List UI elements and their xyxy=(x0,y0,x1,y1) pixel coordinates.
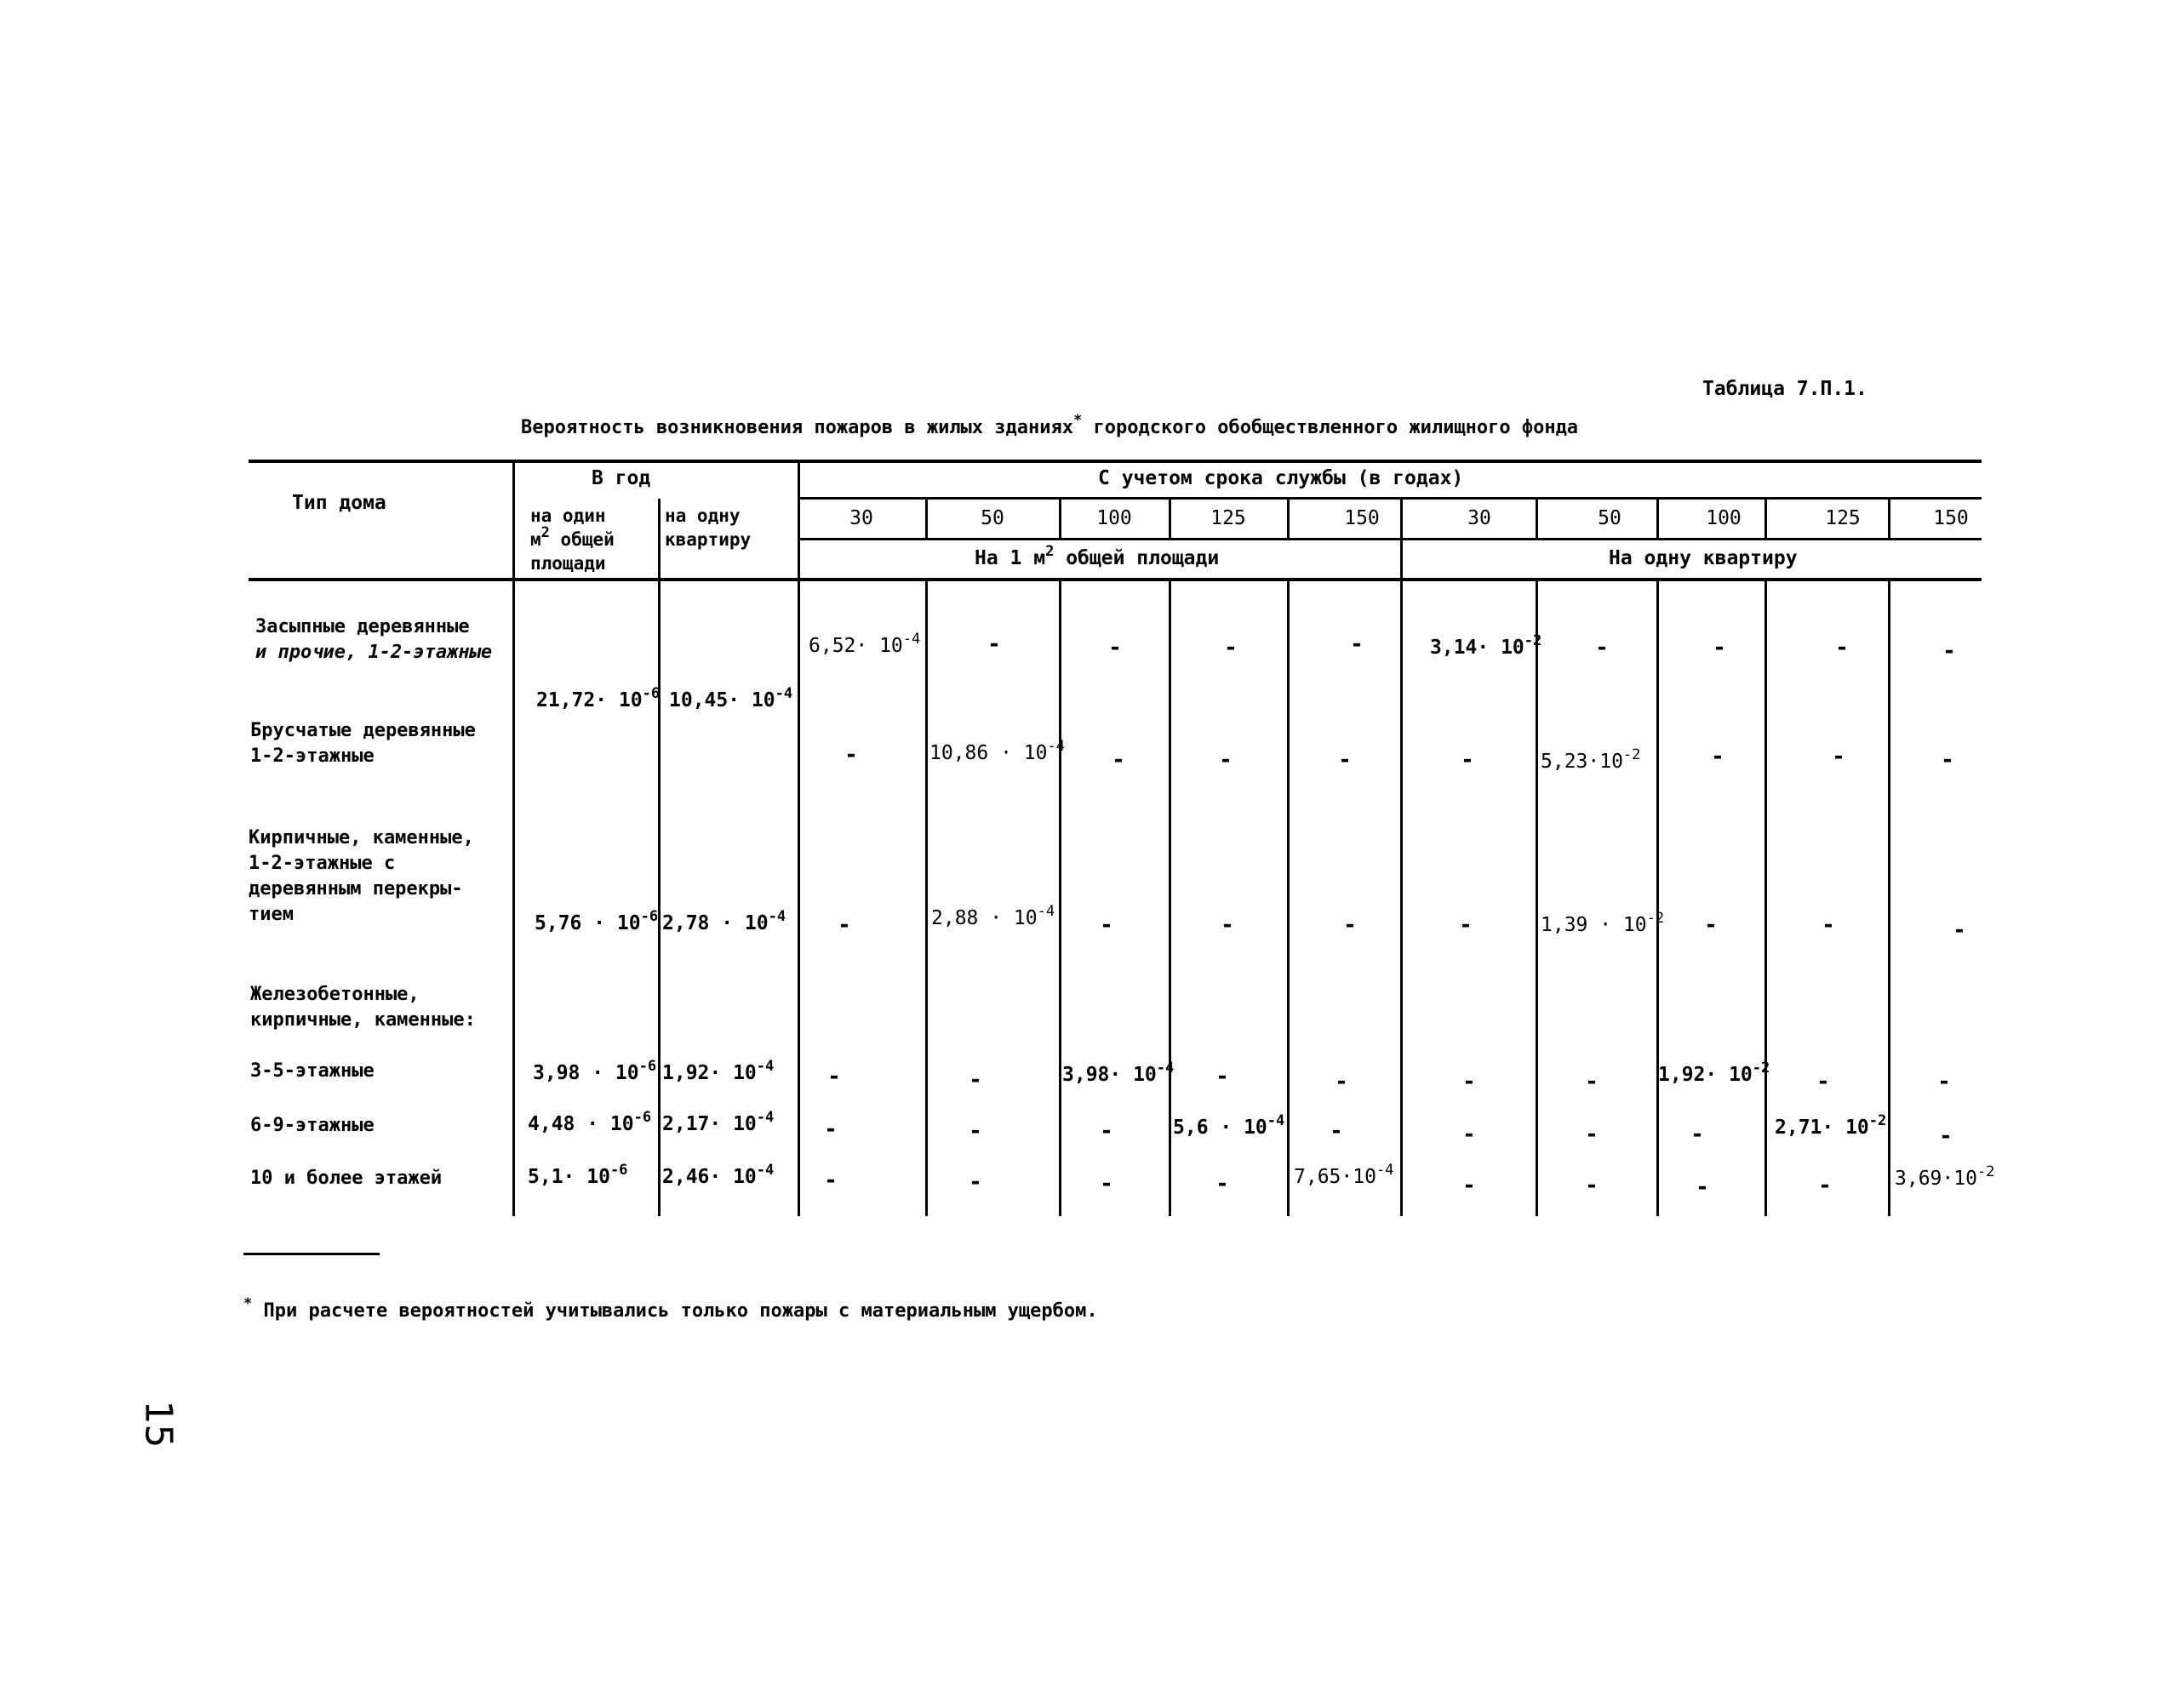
cell-wood-apt-exp: -4 xyxy=(775,685,793,702)
table-label: Таблица 7.П.1. xyxy=(1702,378,1867,400)
cell-r7-m2-base: 5,1· 10 xyxy=(528,1166,610,1188)
header-per-m2-l3: площади xyxy=(530,553,606,574)
cell-r6-125-m2-exp: -4 xyxy=(1267,1112,1285,1129)
vrule-y50m-body xyxy=(925,580,928,1216)
cell-r5-100-m2-base: 3,98· 10 xyxy=(1062,1064,1157,1086)
cell-r1-30-apt-exp: -2 xyxy=(1524,632,1542,649)
row-label-r3-l1: Кирпичные, каменные, xyxy=(249,827,474,848)
cell-r5-100-apt xyxy=(1658,1060,1770,1086)
row-label-r1-l1: Засыпные деревянные xyxy=(255,616,470,637)
cell-r1-30-m2 xyxy=(809,631,921,657)
row-label-r1-l2: и прочие, 1-2-этажные xyxy=(255,642,493,663)
cell-r3-m2-exp: -6 xyxy=(640,908,659,925)
header-year-125-apt: 125 xyxy=(1825,507,1861,529)
dash-r2-150a: - xyxy=(1941,747,1954,773)
cell-r2-50-apt xyxy=(1541,746,1641,773)
header-per-apt-l2: квартиру xyxy=(665,529,752,550)
dash-r7-125m: - xyxy=(1215,1171,1229,1197)
dash-r7-50m: - xyxy=(969,1169,982,1195)
header-year-100-m2: 100 xyxy=(1096,507,1132,529)
dash-r6-50m: - xyxy=(969,1118,982,1144)
dash-r3-30a: - xyxy=(1459,912,1473,938)
header-per-year: В год xyxy=(592,467,651,489)
dash-r5-125m: - xyxy=(1215,1064,1229,1089)
cell-r3-m2 xyxy=(535,908,659,934)
dash-r6-100m: - xyxy=(1100,1118,1113,1144)
dash-r1-125a: - xyxy=(1835,635,1849,660)
cell-r7-150-m2-base: 7,65·10 xyxy=(1294,1166,1376,1188)
dash-r3-150a: - xyxy=(1953,917,1966,943)
vrule-y100m xyxy=(1059,499,1061,540)
row-label-r4-l1: Железобетонные, xyxy=(250,984,420,1005)
cell-r5-apt-exp: -4 xyxy=(756,1058,775,1075)
cell-r5-apt xyxy=(662,1058,775,1084)
cell-r6-m2 xyxy=(528,1109,652,1135)
vrule-y150a-body xyxy=(1888,580,1890,1216)
header-per-m2-m: м xyxy=(530,529,541,550)
cell-wood-m2 xyxy=(536,685,661,711)
dash-r3-150m: - xyxy=(1343,912,1357,938)
row-label-r2-l1: Брусчатые деревянные xyxy=(250,720,476,741)
header-per-apt-sub: На одну квартиру xyxy=(1609,547,1798,569)
dash-r2-30m: - xyxy=(844,742,858,768)
cell-r6-125-apt-base: 2,71· 10 xyxy=(1775,1117,1869,1139)
vrule-y150m-body xyxy=(1287,580,1290,1216)
cell-r5-m2 xyxy=(533,1058,657,1084)
header-sub-m2-sup: 2 xyxy=(1045,543,1055,560)
cell-r1-30-apt-base: 3,14· 10 xyxy=(1430,637,1524,659)
cell-r1-30-apt xyxy=(1430,632,1542,659)
vrule-y100a-body xyxy=(1656,580,1659,1216)
dash-r2-125a: - xyxy=(1832,744,1845,769)
cell-r7-150-apt-exp: -2 xyxy=(1976,1163,1995,1180)
row-label-r3-l2: 1-2-этажные с xyxy=(249,853,396,874)
footnote-mark: * xyxy=(243,1295,253,1312)
header-house-type: Тип дома xyxy=(292,492,386,514)
row-label-r3-l4: тием xyxy=(249,904,294,925)
rule-years-bottom xyxy=(798,538,1982,540)
cell-r6-125-apt xyxy=(1775,1112,1887,1139)
cell-r6-125-m2-base: 5,6 · 10 xyxy=(1173,1117,1267,1139)
table-title-main: Вероятность возникновения пожаров в жилых зданиях xyxy=(521,417,1074,438)
cell-r2-50-m2 xyxy=(929,738,1065,764)
vrule-y100a xyxy=(1656,499,1659,540)
row-label-3-5: 3-5-этажные xyxy=(250,1060,375,1082)
dash-r7-30a: - xyxy=(1462,1173,1476,1198)
cell-r5-apt-base: 1,92· 10 xyxy=(662,1062,757,1084)
dash-r5-50m: - xyxy=(969,1067,982,1093)
dash-r3-125m: - xyxy=(1221,912,1234,938)
dash-r6-50a: - xyxy=(1585,1122,1599,1147)
dash-r2-150m: - xyxy=(1338,747,1352,773)
row-label-10plus: 10 и более этажей xyxy=(250,1168,443,1189)
vrule-apt xyxy=(1400,499,1403,1216)
cell-r6-m2-exp: -6 xyxy=(633,1109,652,1126)
cell-r3-apt xyxy=(662,908,786,934)
cell-r6-m2-base: 4,48 · 10 xyxy=(528,1113,634,1135)
cell-r2-50-apt-exp: -2 xyxy=(1622,746,1641,763)
cell-r5-100-m2-exp: -4 xyxy=(1156,1060,1175,1077)
footnote-rule xyxy=(243,1253,380,1255)
header-per-m2-l1: на один xyxy=(530,506,606,526)
header-year-50-m2: 50 xyxy=(981,507,1004,529)
dash-r1-50m: - xyxy=(987,631,1001,657)
cell-r6-apt-base: 2,17· 10 xyxy=(662,1113,757,1135)
cell-r5-100-m2 xyxy=(1062,1060,1175,1086)
dash-r7-100m: - xyxy=(1100,1171,1113,1197)
row-label-r4-l2: кирпичные, каменные: xyxy=(250,1009,476,1031)
dash-r6-30m: - xyxy=(824,1117,838,1142)
dash-r7-50a: - xyxy=(1585,1173,1599,1198)
vrule-y150m xyxy=(1287,499,1290,540)
cell-r6-apt xyxy=(662,1109,775,1135)
footnote xyxy=(243,1295,1098,1322)
cell-wood-apt xyxy=(669,685,793,711)
cell-r7-150-m2-exp: -4 xyxy=(1376,1162,1394,1179)
dash-r3-30m: - xyxy=(838,912,851,938)
header-sub-m2-b: общей площади xyxy=(1054,547,1220,569)
cell-r7-apt-base: 2,46· 10 xyxy=(662,1166,757,1188)
cell-r2-50-m2-exp: -4 xyxy=(1047,738,1065,755)
vrule-y125m xyxy=(1169,499,1171,540)
cell-r7-m2-exp: -6 xyxy=(609,1162,628,1179)
dash-r5-150a: - xyxy=(1937,1069,1951,1094)
cell-r2-50-m2-base: 10,86 · 10 xyxy=(929,742,1048,764)
dash-r1-150m: - xyxy=(1350,631,1364,657)
cell-r5-100-apt-exp: -2 xyxy=(1752,1060,1770,1077)
dash-r5-30a: - xyxy=(1462,1069,1476,1094)
row-label-r3-l3: деревянным перекры- xyxy=(249,878,463,900)
rule-header-bottom xyxy=(249,578,1982,581)
dash-r2-100a: - xyxy=(1711,744,1724,769)
table-title xyxy=(521,412,1579,438)
cell-r2-50-apt-base: 5,23·10 xyxy=(1541,751,1623,773)
dash-r2-125m: - xyxy=(1219,747,1233,773)
dash-r3-100a: - xyxy=(1704,912,1718,938)
vrule-y125a xyxy=(1764,499,1767,540)
vrule-y100m-body xyxy=(1059,580,1061,1216)
cell-r7-150-apt xyxy=(1895,1163,1995,1190)
dash-r2-100m: - xyxy=(1112,747,1125,773)
header-year-125-m2: 125 xyxy=(1210,507,1246,529)
cell-wood-apt-base: 10,45· 10 xyxy=(669,689,775,711)
cell-r3-50-m2-base: 2,88 · 10 xyxy=(931,907,1038,929)
header-year-150-apt: 150 xyxy=(1933,507,1969,529)
header-year-30-apt: 30 xyxy=(1467,507,1491,529)
page-number: 15 xyxy=(136,1400,180,1448)
vrule-y50a xyxy=(1536,499,1538,540)
dash-r1-100a: - xyxy=(1713,635,1726,660)
cell-wood-m2-base: 21,72· 10 xyxy=(536,689,643,711)
dash-r5-150m: - xyxy=(1335,1069,1348,1094)
cell-r6-apt-exp: -4 xyxy=(756,1109,775,1126)
cell-r3-50-apt xyxy=(1541,910,1665,936)
dash-r5-50a: - xyxy=(1585,1069,1599,1094)
dash-r3-125a: - xyxy=(1822,912,1835,938)
cell-r3-50-m2-exp: -4 xyxy=(1037,903,1055,920)
dash-r2-30a: - xyxy=(1461,747,1474,773)
header-per-m2-l2 xyxy=(530,524,615,550)
dash-r6-100a: - xyxy=(1690,1122,1704,1147)
dash-r6-150a: - xyxy=(1939,1123,1953,1149)
cell-r7-apt xyxy=(662,1162,775,1188)
vrule-m2 xyxy=(658,499,661,1216)
cell-r3-50-apt-exp: -2 xyxy=(1646,910,1665,927)
header-sub-m2-a: На 1 м xyxy=(975,547,1046,569)
cell-r6-125-m2 xyxy=(1173,1112,1285,1139)
row-label-6-9: 6-9-этажные xyxy=(250,1115,375,1136)
cell-r5-100-apt-base: 1,92· 10 xyxy=(1658,1064,1753,1086)
cell-r3-apt-base: 2,78 · 10 xyxy=(662,912,769,934)
cell-r1-30-m2-exp: -4 xyxy=(902,631,921,648)
dash-r5-125a: - xyxy=(1816,1069,1830,1094)
cell-r5-m2-exp: -6 xyxy=(638,1058,657,1075)
dash-r1-50a: - xyxy=(1595,635,1609,660)
rule-years-top xyxy=(798,497,1982,500)
vrule-peryear xyxy=(798,460,800,1216)
cell-r7-150-apt-base: 3,69·10 xyxy=(1895,1168,1977,1190)
dash-r1-125m: - xyxy=(1224,635,1238,660)
dash-r7-100a: - xyxy=(1696,1174,1709,1200)
dash-r6-30a: - xyxy=(1462,1122,1476,1147)
dash-r1-100m: - xyxy=(1108,635,1122,660)
vrule-type xyxy=(512,460,515,1216)
header-year-150-m2: 150 xyxy=(1344,507,1380,529)
dash-r7-30m: - xyxy=(824,1168,838,1193)
cell-r7-apt-exp: -4 xyxy=(756,1162,775,1179)
vrule-y125a-body xyxy=(1764,580,1767,1216)
dash-r7-125a: - xyxy=(1818,1173,1832,1198)
cell-r3-50-m2 xyxy=(931,903,1055,929)
vrule-y50m xyxy=(925,499,928,540)
dash-r6-150m: - xyxy=(1330,1118,1343,1144)
dash-r3-100m: - xyxy=(1100,912,1113,938)
cell-r7-m2 xyxy=(528,1162,628,1188)
dash-r5-30m: - xyxy=(827,1064,841,1089)
vrule-y125m-body xyxy=(1169,580,1171,1216)
cell-r1-30-m2-base: 6,52· 10 xyxy=(809,635,903,657)
header-year-100-apt: 100 xyxy=(1706,507,1742,529)
cell-wood-m2-exp: -6 xyxy=(642,685,661,702)
cell-r7-150-m2 xyxy=(1294,1162,1394,1188)
cell-r6-125-apt-exp: -2 xyxy=(1868,1112,1887,1129)
table-title-rest: городского обобществленного жилищного фонда xyxy=(1093,417,1579,438)
row-label-r2-l2: 1-2-этажные xyxy=(250,745,375,767)
vrule-y50a-body xyxy=(1536,580,1538,1216)
header-service-life: С учетом срока службы (в годах) xyxy=(1098,467,1464,489)
header-per-m2-sup: 2 xyxy=(540,524,550,541)
cell-r3-50-apt-base: 1,39 · 10 xyxy=(1541,914,1647,936)
header-per-apt-l1: на одну xyxy=(665,506,741,526)
cell-r5-m2-base: 3,98 · 10 xyxy=(533,1062,639,1084)
vrule-y150a xyxy=(1888,499,1890,540)
title-footnote-mark: * xyxy=(1073,412,1083,429)
cell-r3-apt-exp: -4 xyxy=(768,908,786,925)
cell-r3-m2-base: 5,76 · 10 xyxy=(535,912,641,934)
footnote-text: При расчете вероятностей учитывались только пожары с материальным ущербом. xyxy=(263,1300,1098,1322)
header-per-m2-sub xyxy=(975,543,1220,569)
header-per-m2-obsh: общей xyxy=(549,529,615,550)
header-year-50-apt: 50 xyxy=(1598,507,1622,529)
header-year-30-m2: 30 xyxy=(849,507,873,529)
rule-top xyxy=(249,460,1982,463)
dash-r1-150a: - xyxy=(1942,638,1956,664)
